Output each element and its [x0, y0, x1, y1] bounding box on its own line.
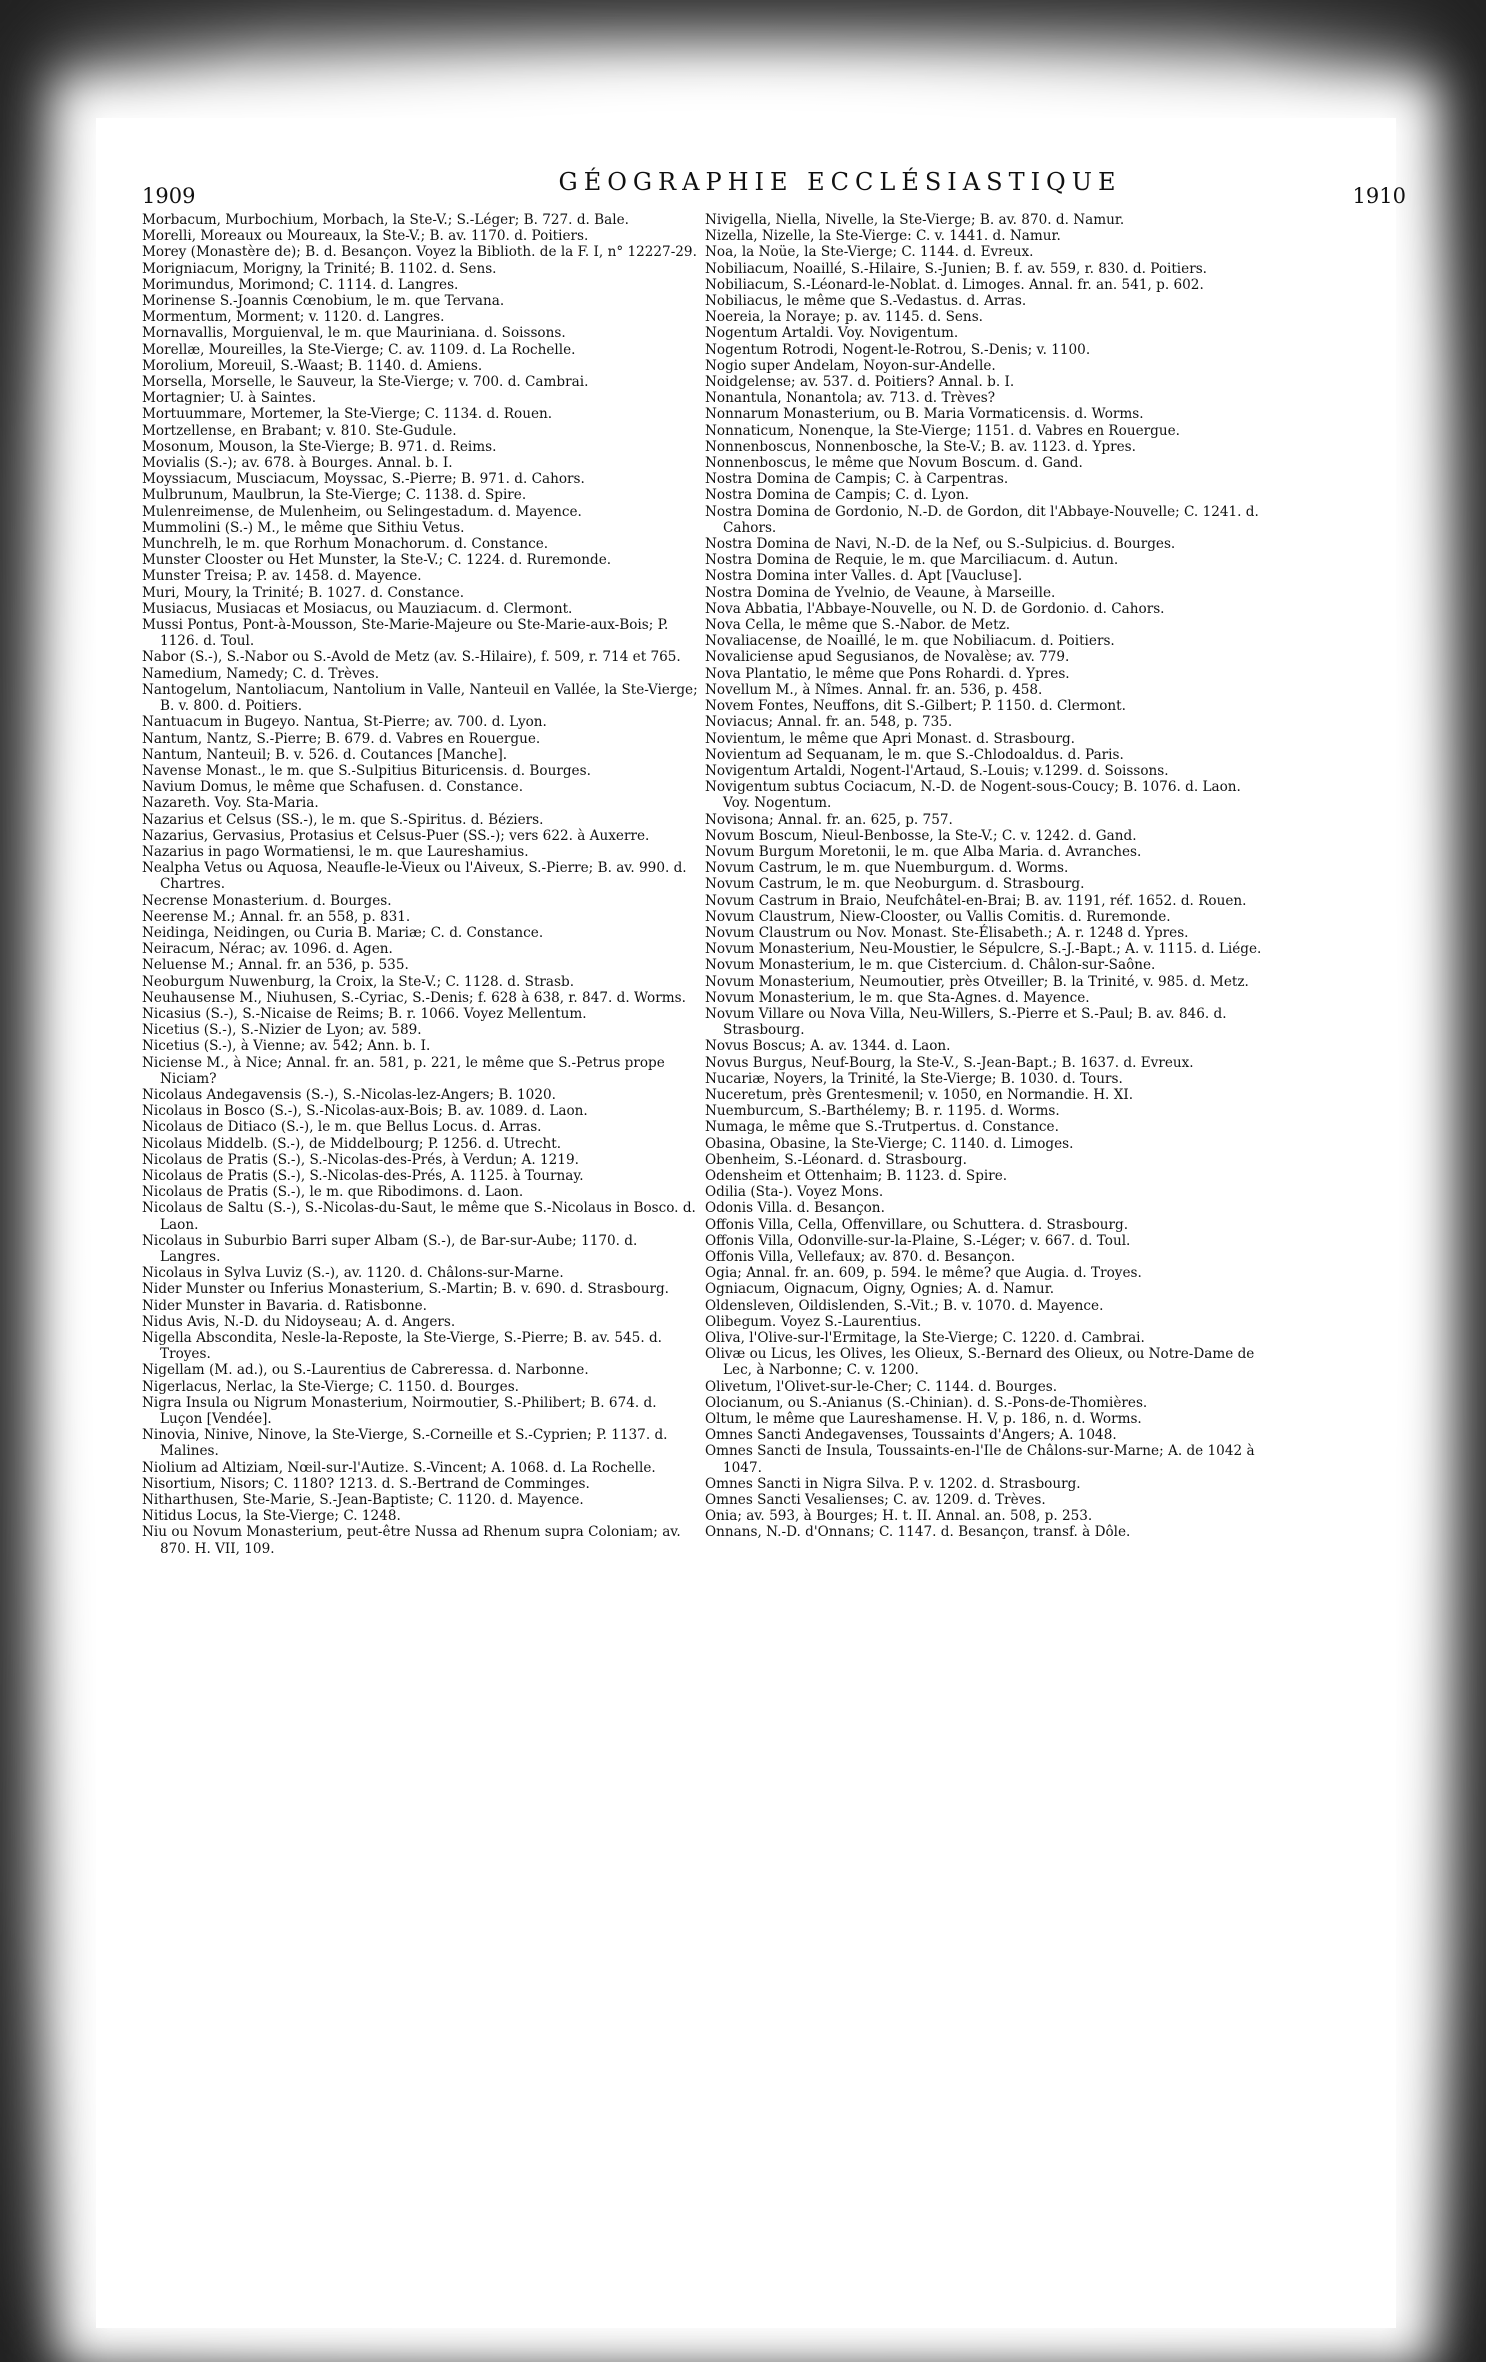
index-entry: Morimundus, Morimond; C. 1114. d. Langres. [142, 276, 459, 293]
index-entry: Omnes Sancti Vesalienses; C. av. 1209. d. Trèves. [705, 1492, 1046, 1509]
index-entry: Nova Abbatia, l'Abbaye-Nouvelle, ou N. D. de Gordonio. d. Cahors. [705, 600, 1165, 617]
index-entry: Nucariæ, Noyers, la Trinité, la Ste-Vierge; B. 1030. d. Tours. [705, 1070, 1123, 1087]
right-page-number: 1910 [1352, 184, 1406, 208]
index-entry: Mornavallis, Morguienval, le m. que Mauriniana. d. Soissons. [142, 325, 566, 342]
index-entry: Nazarius et Celsus (SS.-), le m. que S.-Spiritus. d. Béziers. [142, 811, 544, 828]
index-entry: Namedium, Namedy; C. d. Trèves. [142, 665, 380, 682]
index-entry: Mulbrunum, Maulbrun, la Ste-Vierge; C. 1138. d. Spire. [142, 487, 527, 504]
index-entry: Nivigella, Niella, Nivelle, la Ste-Vierge; B. av. 870. d. Namur. [705, 212, 1125, 228]
index-entry: Movialis (S.-); av. 678. à Bourges. Annal. b. I. [142, 455, 453, 472]
index-entry: Nostra Domina inter Valles. d. Apt [Vaucluse]. [705, 568, 1023, 585]
index-entry: Offonis Villa, Cella, Offenvillare, ou Schuttera. d. Strasbourg. [705, 1216, 1129, 1233]
index-entry: Nigerlacus, Nerlac, la Ste-Vierge; C. 1150. d. Bourges. [142, 1378, 519, 1395]
index-entry: Novum Monasterium, Neumoutier, près Otveiller; B. la Trinité, v. 985. d. Metz. [705, 973, 1249, 990]
index-entry: Nidus Avis, N.-D. du Nidoyseau; A. d. Angers. [142, 1313, 456, 1330]
index-entry: Noereia, la Noraye; p. av. 1145. d. Sens. [705, 309, 983, 326]
index-entry: Nicetius (S.-), à Vienne; av. 542; Ann. b. I. [142, 1038, 431, 1055]
index-entry: Munster Treisa; P. av. 1458. d. Mayence. [142, 568, 422, 585]
index-entry: Nicolaus de Saltu (S.-), S.-Nicolas-du-Saut, le même que S.-Nicolaus in Bosco. d. Laon. [142, 1200, 696, 1233]
index-entry: Novum Monasterium, le m. que Cistercium. d. Châlon-sur-Saône. [705, 957, 1156, 974]
index-entry: Novus Burgus, Neuf-Bourg, la Ste-V., S.-Jean-Bapt.; B. 1637. d. Evreux. [705, 1054, 1194, 1071]
index-entry: Nigra Insula ou Nigrum Monasterium, Noirmoutier, S.-Philibert; B. 674. d. Luçon [Vendée]. [142, 1394, 657, 1428]
index-entry: Oliva, l'Olive-sur-l'Ermitage, la Ste-Vierge; C. 1220. d. Cambrai. [705, 1330, 1145, 1347]
index-entry: Nobiliacum, Noaillé, S.-Hilaire, S.-Junien; B. f. av. 559, r. 830. d. Poitiers. [705, 260, 1207, 277]
index-entry: Morellæ, Moureilles, la Ste-Vierge; C. av. 1109. d. La Rochelle. [142, 341, 576, 358]
index-entry: Novaliacense, de Noaillé, le m. que Nobiliacum. d. Poitiers. [705, 633, 1115, 650]
index-entry: Nider Munster in Bavaria. d. Ratisbonne. [142, 1297, 427, 1314]
index-entry: Nealpha Vetus ou Aquosa, Neaufle-le-Vieux ou l'Aiveux, S.-Pierre; B. av. 990. d. Chartres. [142, 860, 687, 893]
index-entry: Olivetum, l'Olivet-sur-le-Cher; C. 1144. d. Bourges. [705, 1378, 1058, 1395]
index-entry: Mosonum, Mouson, la Ste-Vierge; B. 971. d. Reims. [142, 438, 497, 455]
index-entry: Nonnenboscus, Nonnenbosche, la Ste-V.; B. av. 1123. d. Ypres. [705, 438, 1136, 455]
index-entry: Noa, la Noüe, la Ste-Vierge; C. 1144. d. Evreux. [705, 244, 1034, 261]
index-entry: Nigellam (M. ad.), ou S.-Laurentius de Cabreressa. d. Narbonne. [142, 1362, 589, 1379]
index-entry: Nogio super Andelam, Noyon-sur-Andelle. [705, 357, 996, 374]
index-entry: Nicolaus Middelb. (S.-), de Middelbourg; P. 1256. d. Utrecht. [142, 1135, 562, 1152]
index-entry: Numaga, le même que S.-Trutpertus. d. Constance. [705, 1119, 1059, 1136]
index-entry: Noidgelense; av. 537. d. Poitiers? Annal. b. I. [705, 374, 1015, 391]
index-entry: Nonnarum Monasterium, ou B. Maria Vormaticensis. d. Worms. [705, 406, 1144, 423]
index-entry: Mortzellense, en Brabant; v. 810. Ste-Gudule. [142, 422, 457, 439]
index-entry: Neidinga, Neidingen, ou Curia B. Mariæ; C. d. Constance. [142, 924, 544, 941]
index-entry: Novum Burgum Moretonii, le m. que Alba Maria. d. Avranches. [705, 843, 1142, 860]
left-page-number: 1909 [142, 184, 196, 208]
index-entry: Oldensleven, Oildislenden, S.-Vit.; B. v. 1070. d. Mayence. [705, 1297, 1104, 1314]
index-entry: Odilia (Sta-). Voyez Mons. [705, 1184, 884, 1201]
index-entry: Novum Castrum, le m. que Nuemburgum. d. Worms. [705, 860, 1069, 877]
index-entry: Novum Monasterium, Neu-Moustier, le Sépulcre, S.-J.-Bapt.; A. v. 1115. d. Liége. [705, 941, 1262, 958]
index-entry: Nicolaus in Sylva Luviz (S.-), av. 1120. d. Châlons-sur-Marne. [142, 1265, 564, 1282]
index-entry: Odonis Villa. d. Besançon. [705, 1200, 885, 1217]
index-entry: Novum Boscum, Nieul-Benbosse, la Ste-V.; C. v. 1242. d. Gand. [705, 827, 1137, 844]
index-entry: Munchrelh, le m. que Rorhum Monachorum. d. Constance. [142, 536, 549, 553]
index-entry: Nantum, Nanteuil; B. v. 526. d. Coutances [Manche]. [142, 746, 508, 763]
right-column [705, 212, 1263, 1541]
index-entry: Obasina, Obasine, la Ste-Vierge; C. 1140. d. Limoges. [705, 1135, 1074, 1152]
index-entry: Neoburgum Nuwenburg, la Croix, la Ste-V.; C. 1128. d. Strasb. [142, 973, 575, 990]
index-entry: Niolium ad Altiziam, Nœil-sur-l'Autize. S.-Vincent; A. 1068. d. La Rochelle. [142, 1459, 656, 1476]
index-entry: Morsella, Morselle, le Sauveur, la Ste-Vierge; v. 700. d. Cambrai. [142, 374, 589, 391]
index-entry: Nonnenboscus, le même que Novum Boscum. d. Gand. [705, 455, 1083, 472]
index-entry: Nobiliacum, S.-Léonard-le-Noblat. d. Limoges. Annal. fr. an. 541, p. 602. [705, 276, 1204, 293]
index-entry: Onnans, N.-D. d'Onnans; C. 1147. d. Besançon, transf. à Dôle. [705, 1524, 1131, 1541]
index-entry: Odensheim et Ottenhaim; B. 1123. d. Spire. [705, 1167, 1008, 1184]
index-entry: Morbacum, Murbochium, Morbach, la Ste-V.; S.-Léger; B. 727. d. Bale. [142, 212, 629, 228]
index-entry: Omnes Sancti Andegavenses, Toussaints d'Angers; A. 1048. [705, 1427, 1117, 1444]
index-entry: Novum Villare ou Nova Villa, Neu-Willers, S.-Pierre et S.-Paul; B. av. 846. d. Strasbourg. [705, 1005, 1227, 1039]
index-entry: Novigentum Artaldi, Nogent-l'Artaud, S.-Louis; v.1299. d. Soissons. [705, 762, 1169, 779]
index-entry: Omnes Sancti in Nigra Silva. P. v. 1202. d. Strasbourg. [705, 1475, 1081, 1492]
index-entry: Nazareth. Voy. Sta-Maria. [142, 795, 319, 812]
index-entry: Niu ou Novum Monasterium, peut-être Nussa ad Rhenum supra Coloniam; av. 870. H. VII, 109. [142, 1524, 681, 1557]
index-entry: Novem Fontes, Neuffons, dit S.-Gilbert; P. 1150. d. Clermont. [705, 698, 1126, 715]
index-entry: Nider Munster ou Inferius Monasterium, S.-Martin; B. v. 690. d. Strasbourg. [142, 1281, 669, 1298]
index-entry: Neluense M.; Annal. fr. an 536, p. 535. [142, 957, 409, 974]
index-entry: Munster Clooster ou Het Munster, la Ste-V.; C. 1224. d. Ruremonde. [142, 552, 612, 569]
index-entry: Nitharthusen, Ste-Marie, S.-Jean-Baptiste; C. 1120. d. Mayence. [142, 1492, 584, 1509]
index-entry: Musiacus, Musiacas et Mosiacus, ou Mauziacum. d. Clermont. [142, 600, 573, 617]
index-entry: Offonis Villa, Odonville-sur-la-Plaine, S.-Léger; v. 667. d. Toul. [705, 1232, 1131, 1249]
index-entry: Onia; av. 593, à Bourges; H. t. II. Annal. an. 508, p. 253. [705, 1508, 1093, 1525]
index-entry: Nogentum Artaldi. Voy. Novigentum. [705, 325, 959, 342]
index-entry: Novaliciense apud Segusianos, de Novalèse; av. 779. [705, 649, 1070, 666]
index-entry: Olivæ ou Licus, les Olives, les Olieux, S.-Bernard des Olieux, ou Notre-Dame de Lec, à Narbonne; C. v. 1200. [705, 1346, 1255, 1379]
index-entry: Olibegum. Voyez S.-Laurentius. [705, 1313, 922, 1330]
index-entry: Offonis Villa, Vellefaux; av. 870. d. Besançon. [705, 1249, 1016, 1265]
index-entry: Nostra Domina de Gordonio, N.-D. de Gordon, dit l'Abbaye-Nouvelle; C. 1241. d. Cahors. [705, 503, 1259, 536]
index-entry: Novientum, le même que Apri Monast. d. Strasbourg. [705, 730, 1075, 747]
index-entry: Morigniacum, Morigny, la Trinité; B. 1102. d. Sens. [142, 260, 497, 277]
index-entry: Mortuummare, Mortemer, la Ste-Vierge; C. 1134. d. Rouen. [142, 406, 553, 423]
index-entry: Olocianum, ou S.-Anianus (S.-Chinian). d. S.-Pons-de-Thomières. [705, 1394, 1148, 1411]
index-entry: Nostra Domina de Requie, le m. que Marciliacum. d. Autun. [705, 552, 1119, 569]
index-entry: Nabor (S.-), S.-Nabor ou S.-Avold de Metz (av. S.-Hilaire), f. 509, r. 714 et 765. [142, 649, 681, 666]
index-entry: Novum Castrum, le m. que Neoburgum. d. Strasbourg. [705, 876, 1085, 893]
index-entry: Morolium, Moreuil, S.-Waast; B. 1140. d. Amiens. [142, 357, 483, 374]
index-entry: Nostra Domina de Navi, N.-D. de la Nef, ou S.-Sulpicius. d. Bourges. [705, 536, 1176, 553]
page-title: GÉOGRAPHIE ECCLÉSIASTIQUE [558, 168, 1122, 196]
index-entry: Mulenreimense, de Mulenheim, ou Selingestadum. d. Mayence. [142, 503, 582, 520]
index-entry: Novum Castrum in Braio, Neufchâtel-en-Brai; B. av. 1191, réf. 1652. d. Rouen. [705, 892, 1247, 909]
index-entry: Muri, Moury, la Trinité; B. 1027. d. Constance. [142, 584, 465, 601]
index-entry: Moyssiacum, Musciacum, Moyssac, S.-Pierre; B. 971. d. Cahors. [142, 471, 585, 488]
index-entry: Omnes Sancti de Insula, Toussaints-en-l'Ile de Châlons-sur-Marne; A. de 1042 à 1047. [705, 1443, 1255, 1476]
index-entry: Nostra Domina de Campis; C. d. Lyon. [705, 487, 969, 504]
index-entry: Nobiliacus, le même que S.-Vedastus. d. Arras. [705, 293, 1027, 310]
index-entry: Neuhausense M., Niuhusen, S.-Cyriac, S.-Denis; f. 628 à 638, r. 847. d. Worms. [142, 989, 686, 1006]
index-entry: Oltum, le même que Laureshamense. H. V, p. 186, n. d. Worms. [705, 1411, 1142, 1428]
index-entry: Obenheim, S.-Léonard. d. Strasbourg. [705, 1151, 967, 1168]
index-entry: Nantogelum, Nantoliacum, Nantolium in Valle, Nanteuil en Vallée, la Ste-Vierge; B. v. 800. d. Poitiers. [142, 681, 698, 715]
index-entry: Novellum M., à Nîmes. Annal. fr. an. 536, p. 458. [705, 681, 1043, 698]
index-entry: Nuceretum, près Grentesmenil; v. 1050, en Normandie. H. XI. [705, 1086, 1134, 1103]
index-entry: Nonnaticum, Nonenque, la Ste-Vierge; 1151. d. Vabres en Rouergue. [705, 422, 1180, 439]
index-entry: Novus Boscus; A. av. 1344. d. Laon. [705, 1038, 951, 1055]
index-entry: Nuemburcum, S.-Barthélemy; B. r. 1195. d. Worms. [705, 1103, 1060, 1120]
index-entry: Noviacus; Annal. fr. an. 548, p. 735. [705, 714, 953, 731]
index-entry: Nicolaus in Suburbio Barri super Albam (S.-), de Bar-sur-Aube; 1170. d. Langres. [142, 1232, 638, 1265]
index-entry: Nogentum Rotrodi, Nogent-le-Rotrou, S.-Denis; v. 1100. [705, 341, 1091, 358]
index-entry: Ogniacum, Oignacum, Oigny, Ognies; A. d. Namur. [705, 1281, 1055, 1298]
index-entry: Novientum ad Sequanam, le m. que S.-Chlodoaldus. d. Paris. [705, 746, 1124, 763]
index-entry: Nantum, Nantz, S.-Pierre; B. 679. d. Vabres en Rouergue. [142, 730, 541, 747]
index-entry: Nizella, Nizelle, la Ste-Vierge: C. v. 1441. d. Namur. [705, 228, 1061, 245]
index-entry: Nicetius (S.-), S.-Nizier de Lyon; av. 589. [142, 1022, 422, 1039]
index-entry: Novum Monasterium, le m. que Sta-Agnes. d. Mayence. [705, 989, 1090, 1006]
index-entry: Nigella Abscondita, Nesle-la-Reposte, la Ste-Vierge, S.-Pierre; B. av. 545. d. Troyes. [142, 1330, 662, 1363]
index-entry: Nostra Domina de Campis; C. à Carpentras. [705, 471, 1009, 488]
index-entry: Nazarius, Gervasius, Protasius et Celsus-Puer (SS.-); vers 622. à Auxerre. [142, 827, 650, 844]
index-entry: Necrense Monasterium. d. Bourges. [142, 892, 392, 909]
index-entry: Mormentum, Morment; v. 1120. d. Langres. [142, 309, 445, 326]
index-entry: Novum Claustrum ou Nov. Monast. Ste-Élisabeth.; A. r. 1248 d. Ypres. [705, 924, 1189, 941]
index-entry: Mortagnier; U. à Saintes. [142, 390, 317, 407]
index-entry: Morelli, Moreaux ou Moureaux, la Ste-V.; B. av. 1170. d. Poitiers. [142, 228, 589, 245]
index-entry: Nova Cella, le même que S.-Nabor. de Metz. [705, 617, 1011, 634]
index-entry: Novisona; Annal. fr. an. 625, p. 757. [705, 811, 953, 828]
index-entry: Morinense S.-Joannis Cœnobium, le m. que Tervana. [142, 293, 505, 310]
index-entry: Morey (Monastère de); B. d. Besançon. Voyez la Biblioth. de la F. I, n° 12227-29. [142, 244, 697, 261]
index-entry: Nonantula, Nonantola; av. 713. d. Trèves? [705, 390, 996, 407]
index-entry: Nantuacum in Bugeyo. Nantua, St-Pierre; av. 700. d. Lyon. [142, 714, 547, 731]
index-entry: Nicasius (S.-), S.-Nicaise de Reims; B. r. 1066. Voyez Mellentum. [142, 1005, 587, 1022]
index-entry: Nicolaus de Pratis (S.-), S.-Nicolas-des-Prés, A. 1125. à Tournay. [142, 1167, 584, 1184]
left-column [142, 212, 702, 1557]
index-entry: Nicolaus de Pratis (S.-), S.-Nicolas-des-Prés, à Verdun; A. 1219. [142, 1151, 579, 1168]
index-entry: Nostra Domina de Yvelnio, de Veaune, à Marseille. [705, 584, 1056, 601]
index-entry: Mussi Pontus, Pont-à-Mousson, Ste-Marie-Majeure ou Ste-Marie-aux-Bois; P. 1126. d. Toul. [142, 617, 669, 650]
index-entry: Navium Domus, le même que Schafusen. d. Constance. [142, 779, 524, 796]
index-entry: Neiracum, Nérac; av. 1096. d. Agen. [142, 941, 393, 958]
index-entry: Ninovia, Ninive, Ninove, la Ste-Vierge, S.-Corneille et S.-Cyprien; P. 1137. d. Malines. [142, 1427, 668, 1460]
index-entry: Nisortium, Nisors; C. 1180? 1213. d. S.-Bertrand de Comminges. [142, 1475, 590, 1492]
index-entry: Nitidus Locus, la Ste-Vierge; C. 1248. [142, 1508, 401, 1525]
index-entry: Mummolini (S.-) M., le même que Sithiu Vetus. [142, 519, 465, 536]
index-entry: Nazarius in pago Wormatiensi, le m. que Laureshamius. [142, 843, 529, 860]
index-entry: Novigentum subtus Cociacum, N.-D. de Nogent-sous-Coucy; B. 1076. d. Laon. Voy. Nogentum. [705, 779, 1241, 812]
index-entry: Neerense M.; Annal. fr. an 558, p. 831. [142, 908, 411, 925]
index-entry: Nicolaus de Pratis (S.-), le m. que Ribodimons. d. Laon. [142, 1184, 524, 1201]
index-entry: Nicolaus Andegavensis (S.-), S.-Nicolas-lez-Angers; B. 1020. [142, 1086, 556, 1103]
index-entry: Nicolaus in Bosco (S.-), S.-Nicolas-aux-Bois; B. av. 1089. d. Laon. [142, 1103, 588, 1120]
index-entry: Ogia; Annal. fr. an. 609, p. 594. le même? que Augia. d. Troyes. [705, 1265, 1142, 1282]
index-entry: Navense Monast., le m. que S.-Sulpitius Bituricensis. d. Bourges. [142, 762, 591, 779]
index-entry: Nova Plantatio, le même que Pons Rohardi. d. Ypres. [705, 665, 1070, 682]
index-entry: Niciense M., à Nice; Annal. fr. an. 581, p. 221, le même que S.-Petrus prope Niciam? [142, 1054, 665, 1087]
index-entry: Novum Claustrum, Niew-Clooster, ou Vallis Comitis. d. Ruremonde. [705, 908, 1171, 925]
index-entry: Nicolaus de Ditiaco (S.-), le m. que Bellus Locus. d. Arras. [142, 1119, 542, 1136]
